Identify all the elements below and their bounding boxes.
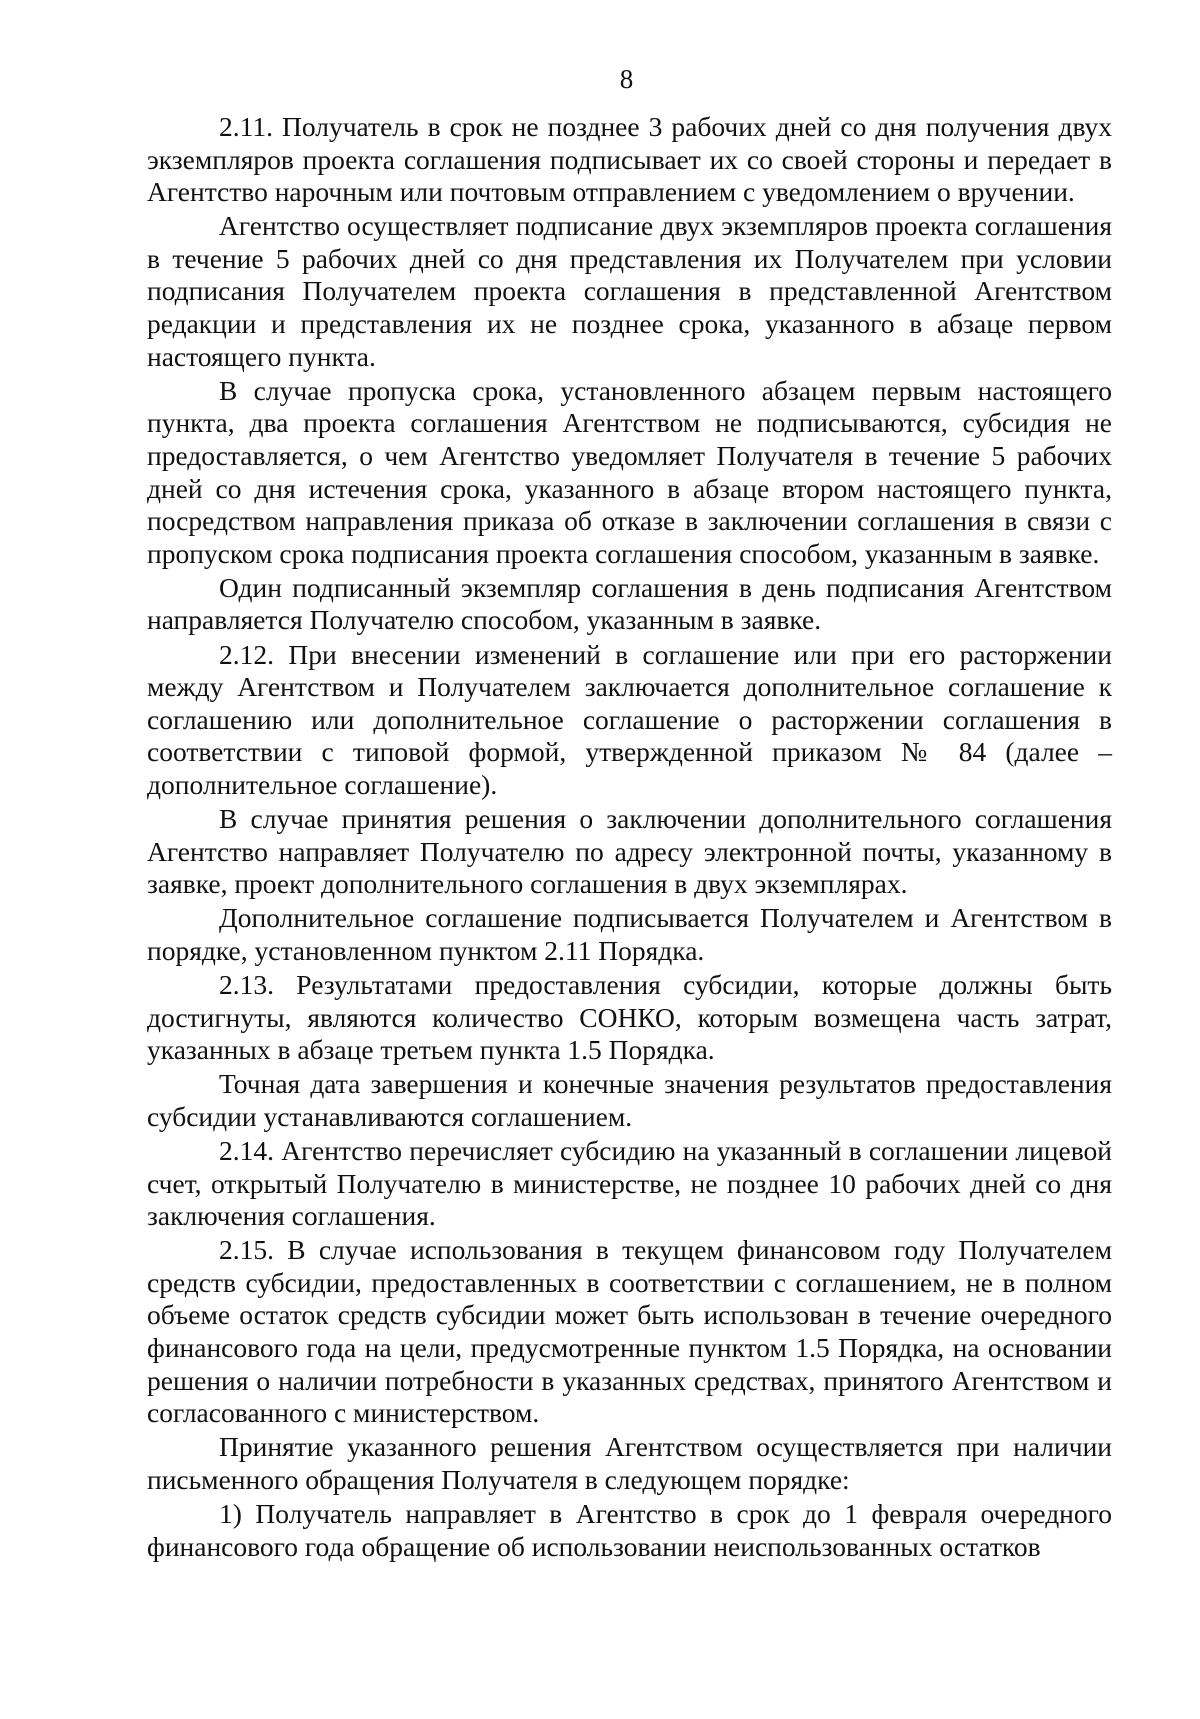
paragraph-2-14: 2.14. Агентство перечисляет субсидию на указанный в соглашении лицевой счет, открытый Получателю в министерстве, не позднее 10 рабочих дней со дня заключения соглашения. xyxy=(147,1134,1112,1232)
paragraph-results-date: Точная дата завершения и конечные значения результатов предоставления субсидии устанавливаются соглашением. xyxy=(147,1068,1112,1132)
paragraph-decision-procedure: Принятие указанного решения Агентством осуществляется при наличии письменного обращения Получателя в следующем порядке: xyxy=(147,1431,1112,1495)
paragraph-list-item-1: 1) Получатель направляет в Агентство в срок до 1 февраля очередного финансового года обращение об использовании неиспользованных остатков xyxy=(147,1497,1112,1562)
paragraph-missed-deadline: В случае пропуска срока, установленного абзацем первым настоящего пункта, два проекта соглашения Агентством не подписываются, субсидия не предоставляется, о чем Агентство уведомляет Получателя в течение 5 рабочих дней со дня истечения срока, указанного в абзаце втором настоящего пункта, посредством направления приказа об отказе в заключении соглашения в связи с пропуском срока подписания проекта соглашения способом, указанным в заявке. xyxy=(147,374,1112,569)
paragraph-2-15: 2.15. В случае использования в текущем финансовом году Получателем средств субсидии, предоставленных в соответствии с соглашением, не в полном объеме остаток средств субсидии может быть использован в течение очередного финансового года на цели, предусмотренные пунктом 1.5 Порядка, на основании решения о наличии потребности в указанных средствах, принятого Агентством и согласованного с министерством. xyxy=(147,1234,1112,1429)
paragraph-2-11: 2.11. Получатель в срок не позднее 3 рабочих дней со дня получения двух экземпляров проекта соглашения подписывает их со своей стороны и передает в Агентство нарочным или почтовым отправлением с уведомлением о вручении. xyxy=(147,111,1112,208)
paragraph-2-12: 2.12. При внесении изменений в соглашение или при его расторжении между Агентством и Получателем заключается дополнительное соглашение к соглашению или дополнительное соглашение о расторжении соглашения в соответствии с типовой формой, утвержденной приказом № 84 (далее – дополнительное соглашение). xyxy=(147,638,1112,800)
page-number: 8 xyxy=(619,64,634,94)
paragraph-signed-copy: Один подписанный экземпляр соглашения в день подписания Агентством направляется Получателю способом, указанным в заявке. xyxy=(147,571,1112,636)
paragraph-2-13: 2.13. Результатами предоставления субсидии, которые должны быть достигнуты, являются количество СОНКО, которым возмещена часть затрат, указанных в абзаце третьем пункта 1.5 Порядка. xyxy=(147,968,1112,1066)
paragraph-additional-agreement-decision: В случае принятия решения о заключении дополнительного соглашения Агентство направляет Получателю по адресу электронной почты, указанному в заявке, проект дополнительного соглашения в двух экземплярах. xyxy=(147,802,1112,900)
paragraph-additional-agreement-signing: Дополнительное соглашение подписывается Получателем и Агентством в порядке, установленном пунктом 2.11 Порядка. xyxy=(147,902,1112,966)
document-body xyxy=(147,111,1112,1563)
paragraph-agency-signing: Агентство осуществляет подписание двух экземпляров проекта соглашения в течение 5 рабочих дней со дня представления их Получателем при условии подписания Получателем проекта соглашения в представленной Агентством редакции и представления их не позднее срока, указанного в абзаце первом настоящего пункта. xyxy=(147,210,1112,372)
